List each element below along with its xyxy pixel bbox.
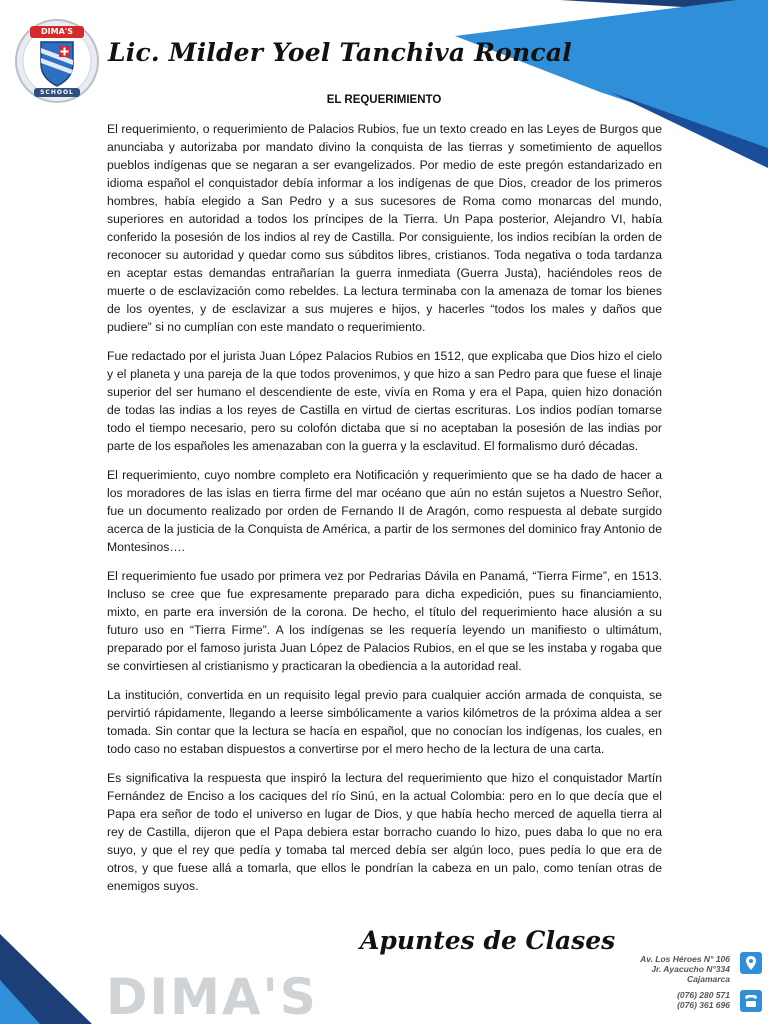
address-line: Jr. Ayacucho N°334: [651, 964, 730, 974]
location-icon: [740, 952, 762, 974]
paragraph: Fue redactado por el jurista Juan López Palacios Rubios en 1512, que explicaba que Dios hizo el cielo y el planeta y una pareja de la que todos provenimos, y que hizo a san Pedro para que fuese el linaje superior del ser humano el descendiente de este, vivía en Roma y era el Papa, quien hizo donación de todas las indias a los reyes de Castilla en virtud de ciertas escrituras. Los indios podían tomarse todo el tiempo necesario, pero su colofón dictaba que si no aceptaban la posesión de las indias por parte de los españoles les amenazaban con la guerra y la esclavitud. El formalismo duró décadas.: [107, 349, 662, 453]
paragraph: El requerimiento, cuyo nombre completo era Notificación y requerimiento que se ha dado de hacer a los moradores de las islas en tierra firme del mar océano que aún no están sujetos a Nuestro Señor, fue un documento realizado por orden de Fernando II de Aragón, como respuesta al debate surgido acerca de la justicia de la Conquista de América, a partir de los sermones del dominico fray Antonio de Montesinos….: [107, 468, 662, 554]
author-name: Lic. Milder Yoel Tanchiva Roncal: [108, 38, 572, 67]
address-block: [640, 954, 730, 984]
paragraph: El requerimiento, o requerimiento de Palacios Rubios, fue un texto creado en las Leyes de Burgos que anunciaba y autorizaba por mandato divino la conquista de las tierras y sometimiento de aquellos pueblos indígenas que se negaran a ser evangelizados. Por medio de este pregón estandarizado en idioma español el conquistador debía informar a los indígenas de que Dios, creador de los primeros hombres, había elegido a San Pedro y a sus sucesores de Roma como monarcas del mundo, superiores en autoridad a todos los príncipes de la Tierra. Un Papa posterior, Alejandro VI, había conferido la posesión de los indios al rey de Castilla. Por consiguiente, los indios recibían la orden de reconocer su autoridad y quedar como sus súbditos libres, cristianos. Toda negativa o toda tardanza en aceptar estas demandas entrañarían la guerra inmediata (Guerra Justa), haciéndoles reos de muerte o de esclavización como rebeldes. La lectura terminaba con la amenaza de tomar los bienes de los oyentes, y de esclavizar a sus mujeres e hijos, y hacerles “todos los males y daños que pudiere” si no cumplían con este mandato o requerimiento.: [107, 122, 662, 334]
logo-top-text: DIMA'S: [41, 27, 73, 36]
phone-number: (076) 361 696: [677, 1000, 730, 1010]
paragraph: El requerimiento fue usado por primera vez por Pedrarias Dávila en Panamá, “Tierra Firme”, en 1513. Incluso se cree que fue expresamente preparado para dicha expedición, pues su financiamiento, mixto, en parte era inversión de la corona. De hecho, el título del requerimiento hace alusión a su futuro uso en “Tierra Firme”. A los indígenas se les requería leyendo un manifiesto o ultimátum, preparado por el famoso jurista Juan López de Palacios Rubios, en el que se les instaba y rogaba que se convirtiesen al cristianismo y practicaran la obediencia a la autoridad real.: [107, 569, 662, 673]
paragraph: Es significativa la respuesta que inspiró la lectura del requerimiento que hizo el conquistador Martín Fernández de Enciso a los caciques del río Sinú, en la actual Colombia: pero en lo que decía que el Papa era señor de todo el universo en lugar de Dios, y que había hecho merced de aquella tierra al rey de Castilla, dijeron que el Papa debiera estar borracho cuando lo hizo, pues daba lo que no era suyo, y que el rey que pedía y tomaba tal merced debía ser algún loco, pues pedía lo que era de otros, y que fuese allá a tomarla, que ellos le pondrían la cabeza en un palo, como tenían otras de enemigos suyos.: [107, 771, 662, 893]
logo-bottom-text: SCHOOL: [40, 89, 74, 96]
phone-icon: [740, 990, 762, 1012]
document-body: [107, 120, 662, 906]
paragraph: La institución, convertida en un requisito legal previo para cualquier acción armada de conquista, se pervirtió rápidamente, llegando a leerse simbólicamente a varios kilómetros de la próxima aldea a ser tomada. Sin contar que la lectura se hacía en español, que no conocían los indígenas, los cuales, en todo caso no estaban dispuestos a convertirse por el mero hecho de la lectura de una carta.: [107, 688, 662, 756]
brand-wordmark: DIMA'S: [106, 968, 318, 1026]
footer-title: Apuntes de Clases: [360, 926, 616, 955]
address-line: Cajamarca: [686, 974, 730, 984]
document-title: EL REQUERIMIENTO: [326, 94, 442, 106]
phone-number: (076) 280 571: [677, 990, 730, 1000]
phone-block: [677, 990, 730, 1010]
address-line: Av. Los Héroes N° 106: [640, 954, 730, 964]
